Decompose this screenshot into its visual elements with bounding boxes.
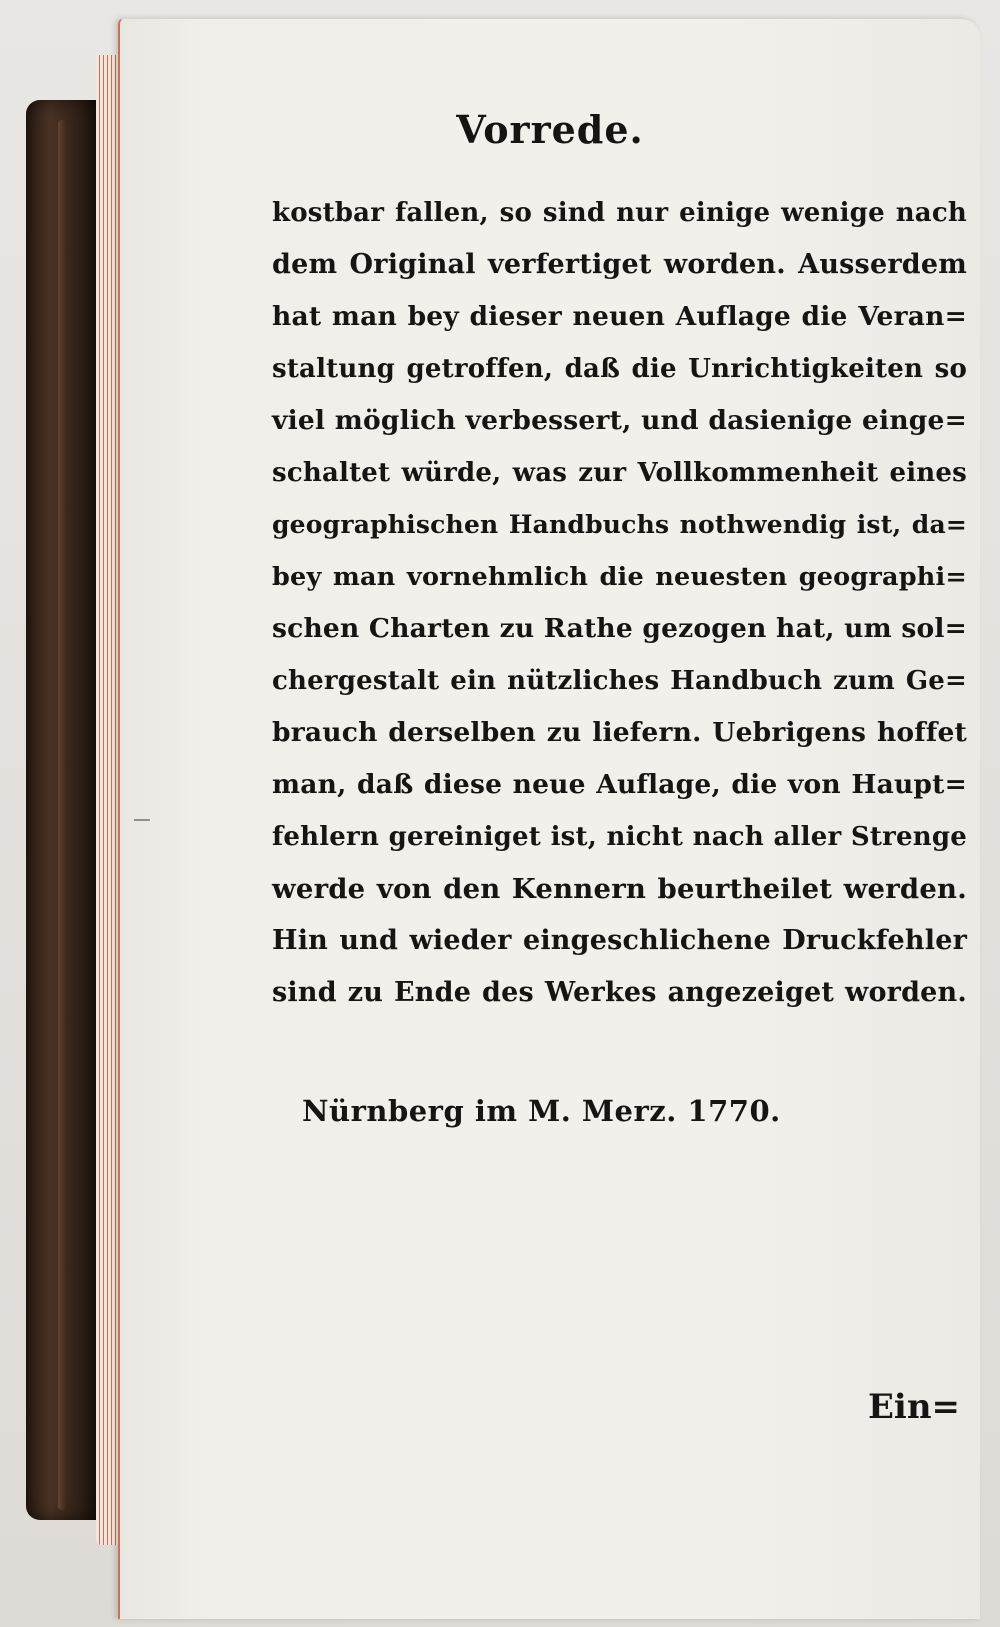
page-header: Vorrede.: [456, 107, 644, 152]
text-line: schaltet würde, was zur Vollkommenheit eines: [272, 458, 967, 488]
text-line: Hin und wieder eingeschlichene Druckfehler: [272, 925, 967, 956]
catchword: Ein=: [868, 1387, 961, 1427]
text-line: hat man bey dieser neuen Auflage die Veran=: [272, 301, 967, 332]
text-line: bey man vornehmlich die neuesten geographi=: [272, 562, 967, 592]
margin-mark: [134, 819, 150, 821]
text-line: werde von den Kennern beurtheilet werden.: [272, 873, 967, 905]
text-line: chergestalt ein nützliches Handbuch zum Ge=: [272, 666, 967, 696]
text-line: staltung getroffen, daß die Unrichtigkeiten so: [272, 354, 967, 384]
text-line: brauch derselben zu liefern. Uebrigens hoffet: [272, 717, 967, 748]
bleed-through-text: [270, 969, 950, 1347]
spine-edge: [58, 120, 66, 1510]
text-line: sind zu Ende des Werkes angezeiget worden.: [272, 977, 967, 1008]
text-line: dem Original verfertiget worden. Ausserdem: [272, 249, 967, 280]
text-line: fehlern gereiniget ist, nicht nach aller Strenge: [272, 822, 967, 852]
text-line: geographischen Handbuchs nothwendig ist, da=: [272, 510, 967, 539]
place-and-date: Nürnberg im M. Merz. 1770.: [302, 1094, 781, 1128]
text-line: schen Charten zu Rathe gezogen hat, um sol=: [272, 613, 967, 644]
body-text: [272, 187, 967, 1019]
text-line: kostbar fallen, so sind nur einige wenige nach: [272, 198, 967, 228]
book-page: [118, 18, 980, 1619]
text-line: viel möglich verbessert, und dasienige einge=: [272, 405, 967, 436]
text-line: man, daß diese neue Auflage, die von Haupt=: [272, 769, 967, 800]
